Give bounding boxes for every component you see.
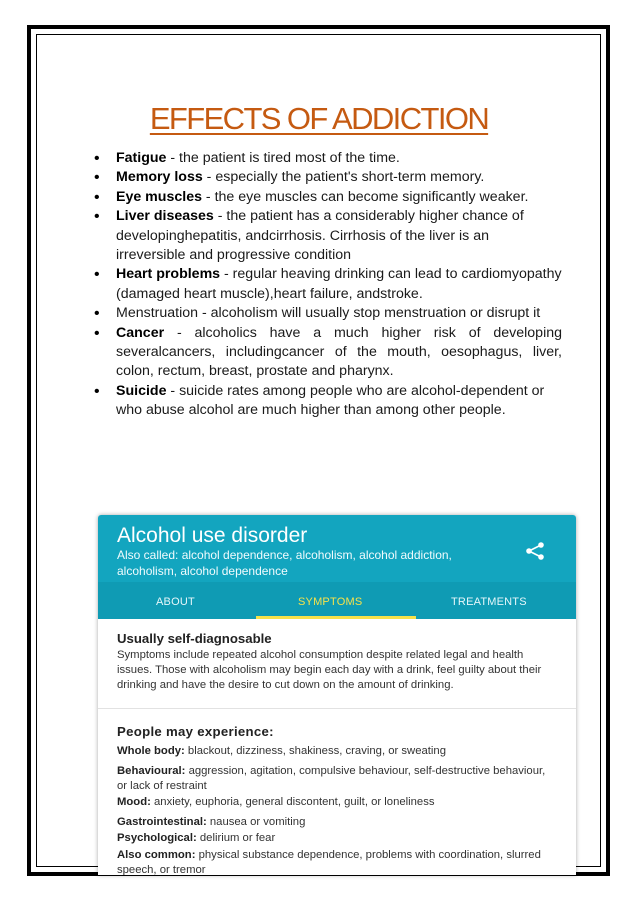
symptom-row: Behavioural: aggression, agitation, compulsive behaviour, self-destructive behaviour, or lack of restraint bbox=[117, 765, 546, 792]
list-item: • Eye muscles - the eye muscles can become significantly weaker. bbox=[116, 188, 562, 207]
card-header bbox=[98, 515, 576, 619]
list-item: • Fatigue - the patient is tired most of the time. bbox=[116, 149, 562, 168]
tab-about[interactable]: ABOUT bbox=[156, 596, 195, 608]
card-title: Alcohol use disorder bbox=[117, 524, 308, 547]
section-text: Symptoms include repeated alcohol consumption despite related legal and health issues. Those with alcoholism may begin each day with a drink, feel guilty about their drinking and have the desire to cut down on the amount of drinking. bbox=[117, 649, 542, 692]
knowledge-card bbox=[98, 515, 576, 875]
tab-treatments[interactable]: TREATMENTS bbox=[451, 596, 527, 608]
list-item: • Memory loss - especially the patient's short-term memory. bbox=[116, 168, 562, 187]
list-item: • Heart problems - regular heaving drinking can lead to cardiomyopathy (damaged heart muscle),heart failure, andstroke. bbox=[116, 265, 562, 304]
page-title: EFFECTS OF ADDICTION bbox=[149, 101, 489, 136]
symptom-row: Gastrointestinal: nausea or vomiting bbox=[117, 816, 306, 828]
active-tab-indicator bbox=[256, 616, 416, 619]
section-heading: People may experience: bbox=[117, 724, 274, 739]
symptom-row: Psychological: delirium or fear bbox=[117, 832, 276, 844]
effects-list bbox=[116, 149, 562, 421]
list-item: • Cancer - alcoholics have a much higher risk of developing severalcancers, includingcancer of the mouth, oesophagus, liver, colon, rectum, breast, prostate and pharynx. bbox=[116, 324, 562, 382]
share-icon[interactable] bbox=[524, 541, 546, 561]
card-subtitle: Also called: alcohol dependence, alcoholism, alcohol addiction, alcoholism, alcohol dependence bbox=[117, 548, 452, 578]
list-item: • Menstruation - alcoholism will usually stop menstruation or disrupt it bbox=[116, 304, 562, 323]
section-heading: Usually self-diagnosable bbox=[117, 631, 272, 646]
symptom-row: Whole body: blackout, dizziness, shakiness, craving, or sweating bbox=[117, 745, 446, 757]
symptom-row: Also common: physical substance dependence, problems with coordination, slurred speech, or tremor bbox=[117, 849, 541, 875]
list-item: • Liver diseases - the patient has a considerably higher chance of developinghepatitis, andcirrhosis. Cirrhosis of the liver is an irreversible and progressive condition bbox=[116, 207, 562, 265]
divider bbox=[98, 708, 576, 709]
list-item: • Suicide - suicide rates among people who are alcohol-dependent or who abuse alcohol are much higher than among other people. bbox=[116, 382, 562, 421]
tab-symptoms[interactable]: SYMPTOMS bbox=[298, 596, 363, 608]
tab-bar bbox=[98, 582, 576, 619]
symptom-row: Mood: anxiety, euphoria, general discontent, guilt, or loneliness bbox=[117, 796, 435, 808]
